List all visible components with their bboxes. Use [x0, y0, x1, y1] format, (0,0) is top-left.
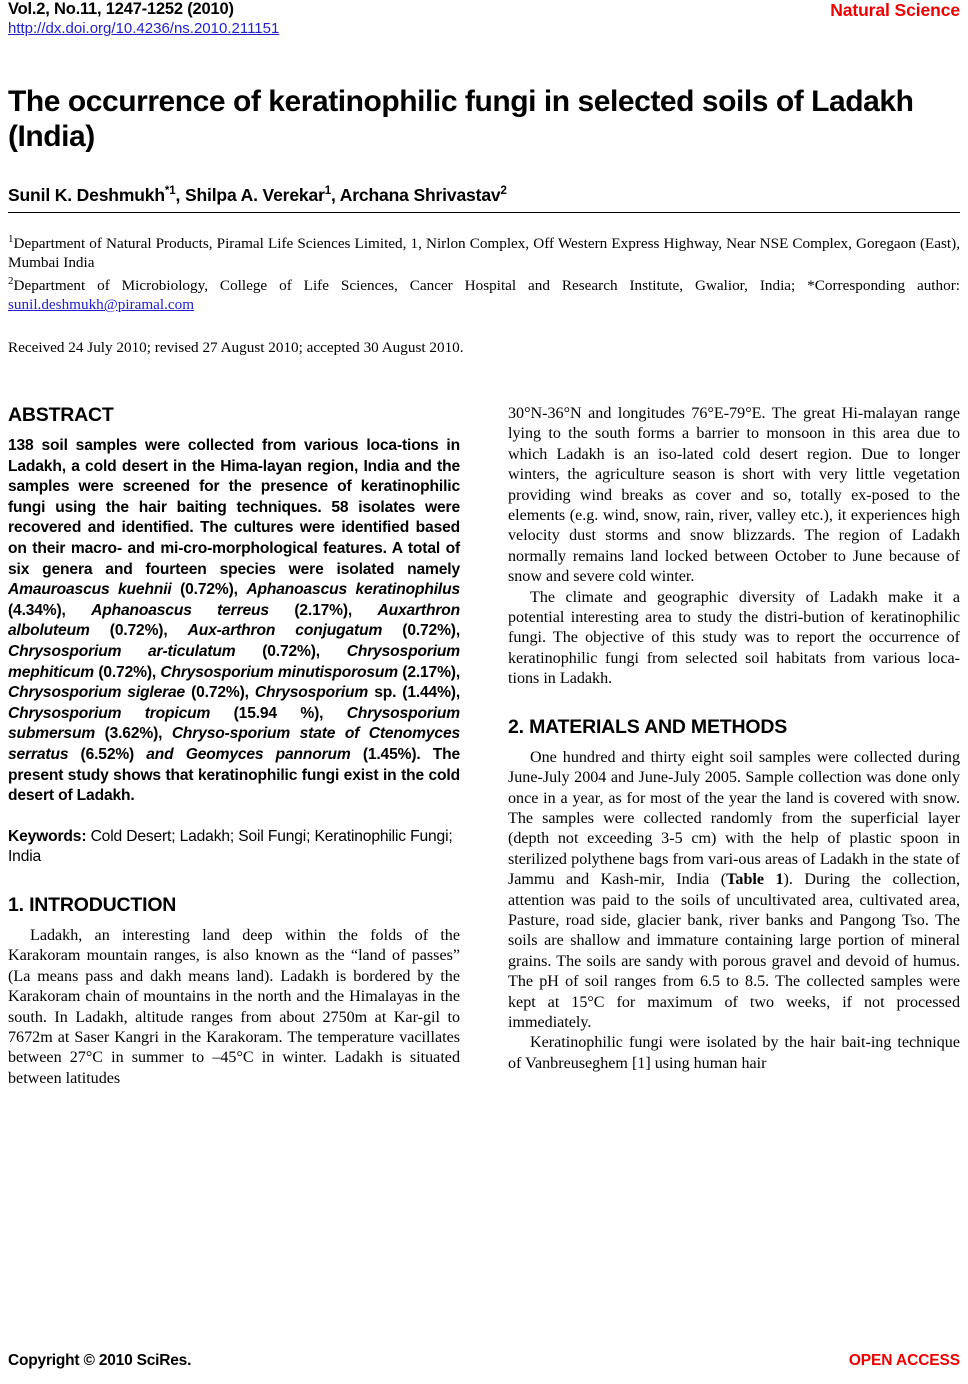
species-name-12: Chrysosporium submersum: [8, 704, 461, 743]
affiliations-block: [8, 230, 960, 314]
species-value-12: (3.62%),: [104, 725, 172, 743]
affiliation-text-1: Department of Natural Products, Piramal Life Sciences Limited, 1, Nirlon Complex, Off Western Express Highway, Near NSE Complex, Goregaon (East), Mumbai India: [8, 235, 960, 272]
author-name-1: Sunil K. Deshmukh: [8, 184, 165, 205]
author-mark-2: 1: [324, 185, 331, 197]
species-value-13: (6.52%): [80, 745, 147, 763]
copyright-notice: Copyright © 2010 SciRes.: [8, 1352, 192, 1369]
introduction-paragraph-1a: Ladakh, an interesting land deep within the folds of the Karakoram mountain ranges, is also known as the “land of passes” (La means pass and dakh means land). Ladakh is bordered by the Karakoram chain of mountains in the north and the Himalayas in the south. In Ladakh, altitude ranges from about 2750m at Kar-gil to 7672m at Saser Kangri in the Karakoram. The temperature vacillates between 27°C in summer to –45°C in winter. Ladakh is situated between latitudes: [8, 926, 460, 1087]
right-column: [508, 404, 960, 1074]
species-name-8: Chrysosporium minutisporosum: [160, 663, 398, 681]
species-name-2: Aphanoascus keratinophilus: [246, 581, 461, 599]
keywords-line: [8, 827, 460, 868]
species-name-7: Chrysosporium mephiticum: [8, 642, 461, 681]
abstract-text: [8, 436, 460, 807]
species-value-3: (2.17%),: [294, 601, 378, 619]
introduction-paragraph-1b: 30°N-36°N and longitudes 76°E-79°E. The great Hi-malayan range lying to the south forms a barrier to monsoon in this area due to which Ladakh is an iso-lated cold desert region. Due to longer winters, the agriculture season is short with very little vegetation providing wind breaks as cover and so, totally ex-posed to the elements (e.g. wind, snow, rain, river, valley etc.), it experiences high velocity dust storms and snow blizzards. The region of Ladakh normally remains land locked between October to June because of snow and severe cold winter.: [508, 405, 960, 586]
species-name-6: Chrysosporium ar-ticulatum: [8, 642, 236, 660]
author-list: Sunil K. Deshmukh$^{*1}$, Shilpa A. Verekar$^1$, Archana Shrivastav$^2$: [8, 184, 507, 205]
species-value-1: (0.72%),: [180, 581, 247, 599]
species-name-4: Auxarthron alboluteum: [8, 601, 460, 640]
affiliation-text-2: Department of Microbiology, College of Life Sciences, Cancer Hospital and Research Institute, Gwalior, India; *Corresponding author:: [13, 277, 960, 295]
species-value-7: (0.72%),: [98, 663, 161, 681]
title-block: [8, 84, 960, 213]
affiliation-2: [8, 272, 960, 314]
introduction-paragraph-2: The climate and geographic diversity of Ladakh make it a potential interesting area to study the distri-bution of keratinophilic fungi. The objective of this study was to report the occurrence of keratinophilic fungi from selected soil habitats from various loca-tions in Ladakh.: [508, 588, 960, 688]
species-value-9: (0.72%),: [191, 684, 255, 702]
materials-paragraph-2: Keratinophilic fungi were isolated by the hair bait-ing technique of Vanbreuseghem [1] using human hair: [508, 1034, 960, 1072]
doi-link[interactable]: http://dx.doi.org/10.4236/ns.2010.211151: [8, 20, 280, 37]
species-value-10: sp. (1.44%),: [374, 684, 461, 702]
abstract-intro: 138 soil samples were collected from various loca-tions in Ladakh, a cold desert in the Hima-layan region, India and the samples were screened for the presence of keratinophilic fungi using the hair baiting techniques. 58 isolates were recovered and identified. The cultures were identified based on their macro- and mi-cro-morphological features. A total of six genera and fourteen species were isolated namely: [8, 437, 460, 578]
species-value-2: (4.34%),: [8, 601, 92, 619]
table-1-reference: Table 1: [726, 871, 784, 889]
affiliation-mark-1: 1: [8, 233, 14, 245]
abstract-heading: ABSTRACT: [8, 404, 114, 426]
author-mark-3: 2: [500, 185, 507, 197]
species-value-8: (2.17%),: [402, 663, 461, 681]
species-value-14: (1.45%).: [362, 745, 433, 763]
materials-paragraph-1-part-b: ). During the collection, attention was paid to the soils of uncultivated area, cultivated area, Pasture, road side, glacier bank, river banks and Pangong Tso. The soils are shallow and immature containing large portion of mineral grains. The soils are sandy with porous gravel and devoid of humus. The pH of soil ranges from 6.5 to 8.5. The collected samples were kept at 15°C for maximum of two weeks, if not processed immediately.: [508, 871, 960, 1031]
keywords-label: Keywords:: [8, 827, 87, 845]
species-value-5: (0.72%),: [402, 622, 461, 640]
journal-name: Natural Science: [830, 0, 960, 20]
species-name-9: Chrysosporium siglerae: [8, 684, 186, 702]
species-name-11: Chrysosporium tropicum: [8, 704, 211, 722]
species-value-6: (0.72%),: [262, 642, 347, 660]
author-name-3: Archana Shrivastav: [339, 184, 501, 205]
species-name-5: Aux-arthron conjugatum: [187, 622, 383, 640]
author-mark-1: *1: [164, 185, 176, 197]
species-name-10: Chrysosporium: [254, 684, 369, 702]
species-name-3: Aphanoascus terreus: [91, 601, 269, 619]
page-title: The occurrence of keratinophilic fungi in selected soils of Ladakh (India): [8, 85, 914, 153]
introduction-heading: 1. INTRODUCTION: [8, 893, 177, 916]
affiliation-mark-2: 2: [8, 275, 14, 288]
abstract-conclusion: The present study shows that keratinophilic fungi exist in the cold desert of Ladakh.: [8, 745, 461, 805]
submission-history: [8, 338, 960, 357]
affiliation-1: [8, 230, 960, 272]
corresponding-email-link[interactable]: sunil.deshmukh@piramal.com: [8, 296, 195, 314]
submission-history-text: Received 24 July 2010; revised 27 August 2010; accepted 30 August 2010.: [8, 339, 464, 356]
keywords-terms: Cold Desert; Ladakh; Soil Fungi; Keratinophilic Fungi; India: [8, 827, 453, 866]
author-name-2: Shilpa A. Verekar: [184, 184, 325, 205]
body-columns: [8, 404, 960, 1304]
species-name-13: Chryso-sporium state of Ctenomyces serratus: [8, 725, 460, 763]
running-head: [8, 0, 960, 46]
species-name-14: and Geomyces pannorum: [146, 745, 351, 763]
species-name-1: Amauroascus kuehnii: [8, 581, 172, 599]
author-divider-rule: [8, 212, 960, 213]
volume-citation: Vol.2, No.11, 1247-1252 (2010): [8, 0, 234, 18]
materials-paragraph-1: [508, 748, 960, 1034]
page-footer: [8, 1352, 960, 1372]
species-value-4: (0.72%),: [109, 622, 188, 640]
species-value-11: (15.94 %),: [233, 704, 347, 722]
open-access-badge: OPEN ACCESS: [848, 1352, 960, 1369]
materials-heading: 2. MATERIALS AND METHODS: [508, 715, 788, 738]
left-column: [8, 404, 460, 1089]
materials-paragraph-1-part-a: One hundred and thirty eight soil samples were collected during June-July 2004 and June-July 2005. Sample collection was done only once in a year, as for most of the year the land is covered with snow. The samples were collected randomly from the superficial layer (depth not exceeding 3-5 cm) with the help of plastic spoon in sterilized polythene bags from vari-ous areas of Ladakh in the state of Jammu and Kash-mir, India (: [508, 748, 960, 889]
